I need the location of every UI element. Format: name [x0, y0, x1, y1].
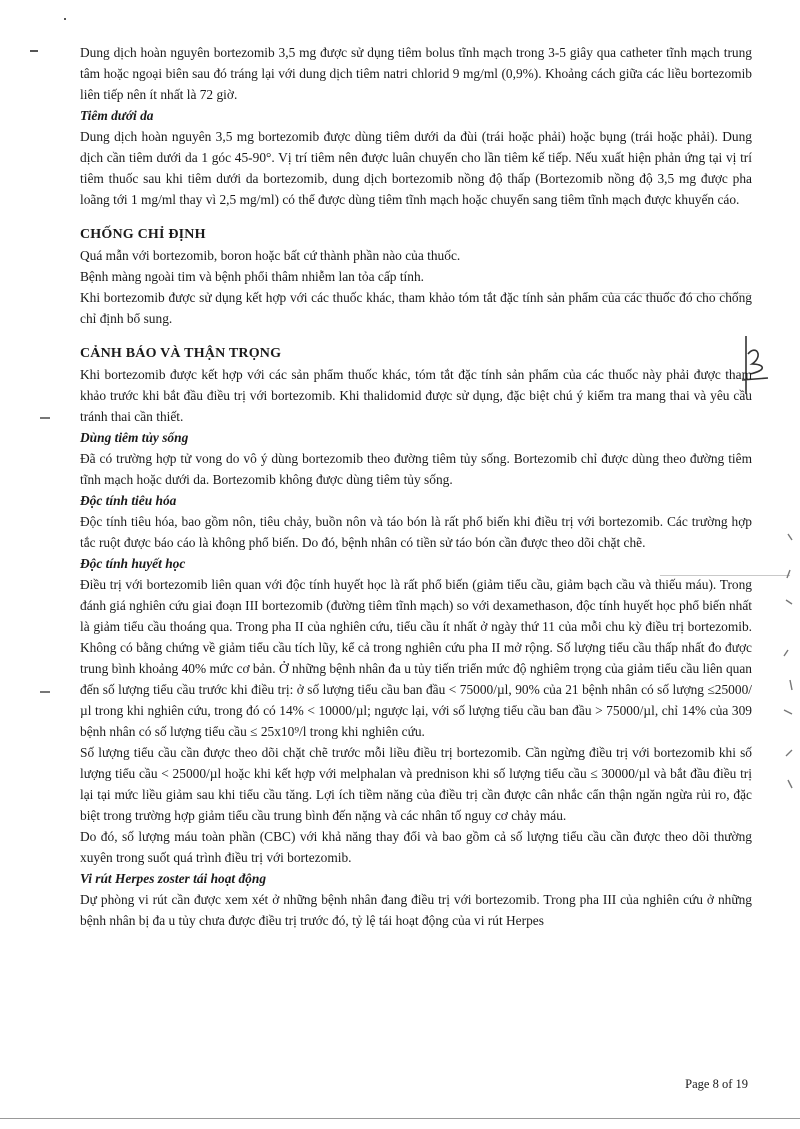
- intrathecal-text: Đã có trường hợp tử vong do vô ý dùng bortezomib theo đường tiêm tủy sống. Bortezomib chỉ được dùng theo đường tiêm tĩnh mạch hoặc dưới da. Bortezomib không được dùng tiêm tủy sống.: [80, 451, 752, 487]
- scan-mark: [64, 18, 66, 20]
- contraindication-line: Quá mẫn với bortezomib, boron hoặc bất cứ thành phần nào của thuốc.: [80, 248, 461, 263]
- subcutaneous-text: Dung dịch hoàn nguyên 3,5 mg bortezomib được dùng tiêm dưới da đùi (trái hoặc phải) hoặc bụng (trái hoặc phải). Dung dịch cần tiêm dưới da 1 góc 45-90°. Vị trí tiêm nên được luân chuyển cho lần tiêm kế tiếp. Nếu xuất hiện phản ứng tại vị trí tiêm thuốc sau khi tiêm dưới da bortezomib, dung dịch bortezomib nồng độ thấp (Bortezomib nồng độ 3,5 mg được pha loãng tới 1 mg/ml thay vì 2,5 mg/ml) có thể được dùng tiêm tĩnh mạch hoặc chuyển sang tiêm tĩnh mạch được khuyến cáo.: [80, 129, 752, 207]
- bottom-rule: [0, 1118, 800, 1119]
- contraindication-line: Bệnh màng ngoài tim và bệnh phổi thâm nhiễm lan tỏa cấp tính.: [80, 269, 424, 284]
- hematologic-toxicity-text: Do đó, số lượng máu toàn phần (CBC) với khả năng thay đổi và bao gồm cả số lượng tiểu cầu cần được theo dõi thường xuyên trong suốt quá trình điều trị với bortezomib.: [80, 829, 752, 865]
- scan-mark: [40, 417, 50, 419]
- warnings-heading: CẢNH BÁO VÀ THẬN TRỌNG: [80, 346, 282, 361]
- hematologic-toxicity-text: Điều trị với bortezomib liên quan với độc tính huyết học là rất phổ biến (giảm tiểu cầu, giảm bạch cầu và thiếu máu). Trong đánh giá nghiên cứu giai đoạn III bortezomib (đường tiêm tĩnh mạch) so với dexamethason, độc tính huyết học phổ biến nhất là giảm tiểu cầu thoáng qua. Trong pha II của nghiên cứu, tiểu cầu ít nhất ở ngày thứ 11 của mỗi chu kỳ điều trị bortezomib. Không có bằng chứng về giảm tiểu cầu tích lũy, kể cả trong nghiên cứu pha II mở rộng. Số lượng tiểu cầu thấp nhất đo được trung bình khoảng 40% mức cơ bản. Ở những bệnh nhân đa u tủy tiến triển mức độ nghiêm trọng của giảm tiểu cầu liên quan đến số lượng tiểu cầu trước khi điều trị: ở số lượng tiểu cầu ban đầu < 75000/µl, 90% của 21 bệnh nhân có số lượng ≤25000/µl trong khi nghiên cứu, trong đó có 14% < 10000/µl; ngược lại, với số lượng tiểu cầu ban đầu > 75000/µl, chỉ 14% của 309 bệnh nhân có số lượng tiểu cầu ≤ 25x10⁹/l trong khi nghiên cứu.: [80, 577, 752, 739]
- warnings-intro: Khi bortezomib được kết hợp với các sản phẩm thuốc khác, tóm tắt đặc tính sản phẩm của các thuốc này phải được tham khảo trước khi bắt đầu điều trị với bortezomib. Khi thalidomid được sử dụng, đặc biệt chú ý kiểm tra mang thai và yêu cầu tránh thai cần thiết.: [80, 367, 752, 424]
- hematologic-toxicity-text: Số lượng tiểu cầu cần được theo dõi chặt chẽ trước mỗi liều điều trị bortezomib. Cần ngừng điều trị với bortezomib khi số lượng tiểu cầu < 25000/µl hoặc khi kết hợp với melphalan và prednison khi số lượng tiểu cầu ≤ 30000/µl và bắt đầu điều trị lại tại mức liều giảm sau khi tiểu cầu tăng. Lợi ích tiềm năng của điều trị cần được cân nhắc cẩn thận ngăn ngừa rủi ro, đặc biệt trong trường hợp giảm tiểu cầu trung bình đến nặng và các nhân tố nguy cơ chảy máu.: [80, 745, 752, 823]
- intrathecal-heading: Dùng tiêm tủy sống: [80, 430, 189, 445]
- herpes-zoster-heading: Vi rút Herpes zoster tái hoạt động: [80, 871, 267, 886]
- gi-toxicity-text: Độc tính tiêu hóa, bao gồm nôn, tiêu chảy, buồn nôn và táo bón là rất phổ biến khi điều trị với bortezomib. Các trường hợp tắc ruột được báo cáo là không phổ biến. Do đó, bệnh nhân có tiền sử táo bón cần được theo dõi chặt chẽ.: [80, 514, 752, 550]
- scan-mark: [40, 691, 50, 693]
- page-number: Page 8 of 19: [685, 1077, 748, 1091]
- subcutaneous-heading: Tiêm dưới da: [80, 108, 154, 123]
- intro-paragraph: Dung dịch hoàn nguyên bortezomib 3,5 mg được sử dụng tiêm bolus tĩnh mạch trong 3-5 giây qua catheter tĩnh mạch trung tâm hoặc ngoại biên sau đó tráng lại với dung dịch tiêm natri chlorid 9 mg/ml (0,9%). Khoảng cách giữa các liều bortezomib liên tiếp nên ít nhất là 72 giờ.: [80, 45, 752, 102]
- margin-scribbles: [770, 530, 800, 810]
- contraindications-heading: CHỐNG CHỈ ĐỊNH: [80, 227, 206, 242]
- gi-toxicity-heading: Độc tính tiêu hóa: [80, 493, 177, 508]
- document-body: [80, 42, 752, 931]
- scan-mark: [30, 50, 38, 52]
- herpes-zoster-text: Dự phòng vi rút cần được xem xét ở những bệnh nhân đang điều trị với bortezomib. Trong pha III của nghiên cứu ở những bệnh nhân bị đa u tủy chưa được điều trị trước đó, tỷ lệ tái hoạt động của vi rút Herpes: [80, 892, 752, 928]
- hematologic-toxicity-heading: Độc tính huyết học: [80, 556, 186, 571]
- contraindication-line: Khi bortezomib được sử dụng kết hợp với các thuốc khác, tham khảo tóm tắt đặc tính sản phẩm của các thuốc đó cho chống chỉ định bổ sung.: [80, 290, 752, 326]
